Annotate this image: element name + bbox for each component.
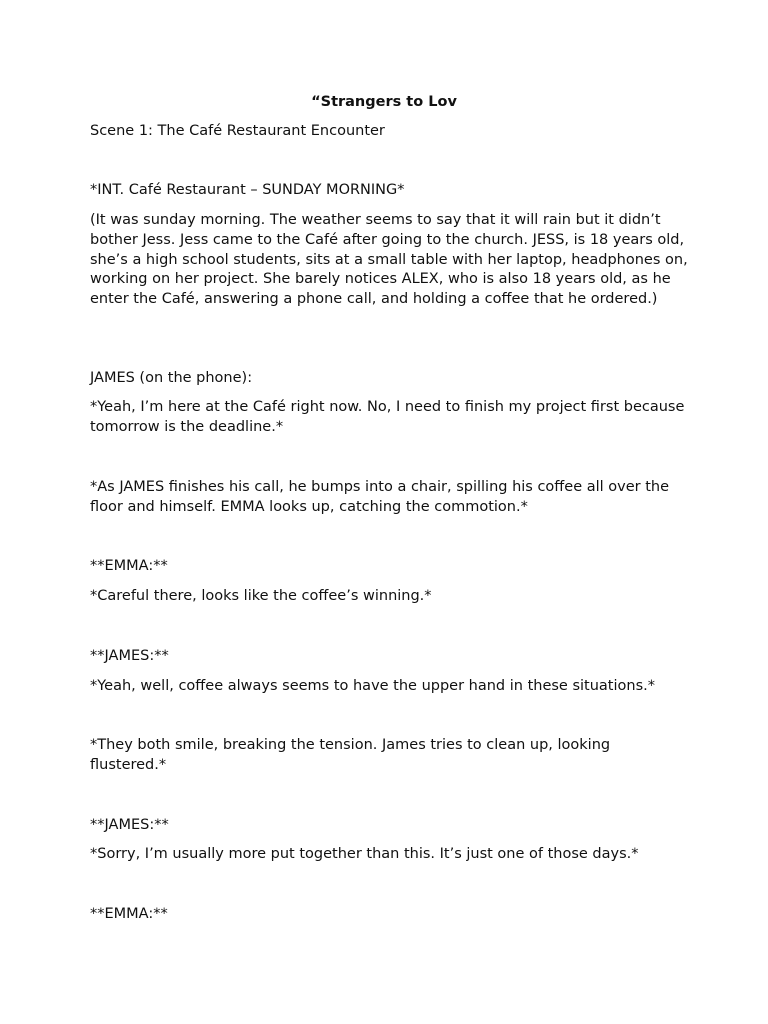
speaker-emma: **EMMA:** [90,906,168,922]
dialogue-line: *Careful there, looks like the coffee’s winning.* [90,588,432,604]
dialogue-line: *Sorry, I’m usually more put together than this. It’s just one of those days.* [90,846,639,862]
speaker-james: **JAMES:** [90,817,169,833]
action-paragraph: *As JAMES finishes his call, he bumps into a chair, spilling his coffee all over the floor and himself. EMMA looks up, catching the commotion.* [90,479,670,515]
location-line: *INT. Café Restaurant – SUNDAY MORNING* [90,182,405,198]
dialogue-line: *Yeah, I’m here at the Café right now. No, I need to finish my project first because tomorrow is the deadline.* [90,399,685,435]
scene-heading: Scene 1: The Café Restaurant Encounter [90,123,385,139]
speaker-james-phone: JAMES (on the phone): [90,370,253,386]
dialogue-line: *Yeah, well, coffee always seems to have the upper hand in these situations.* [90,678,655,694]
speaker-james: **JAMES:** [90,648,169,664]
action-paragraph: *They both smile, breaking the tension. James tries to clean up, looking flustered.* [90,737,611,773]
intro-paragraph: (It was sunday morning. The weather seems to say that it will rain but it didn’t bother Jess. Jess came to the Café after going to the church. JESS, is 18 years old, she’s a high school students, sits at a small table with her laptop, headphones on, working on her project. She barely notices ALEX, who is also 18 years old, as he enter the Café, answering a phone call, and holding a coffee that he ordered.) [90,212,688,308]
speaker-emma: **EMMA:** [90,558,168,574]
document-title: “Strangers to Lov [311,94,457,110]
